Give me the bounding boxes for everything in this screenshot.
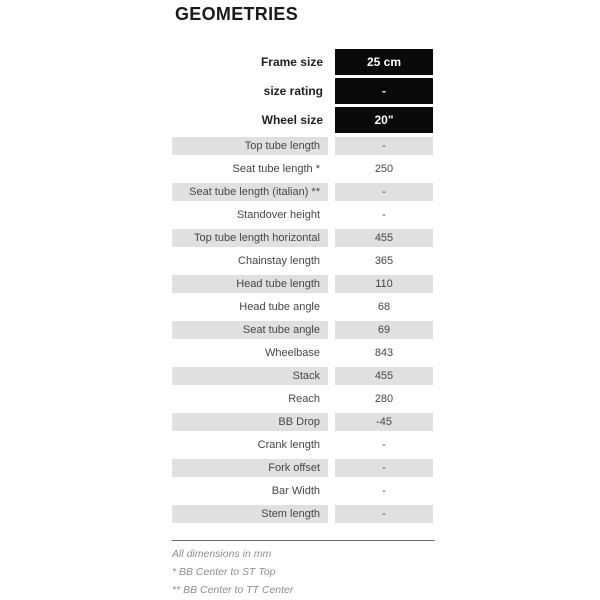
table-row — [172, 413, 435, 431]
header-row-label: size rating — [263, 84, 323, 98]
table-row — [172, 390, 435, 408]
table-row — [172, 252, 435, 270]
row-label: Reach — [288, 393, 320, 405]
table-row — [172, 298, 435, 316]
row-label: Chainstay length — [238, 255, 320, 267]
row-value: 110 — [335, 275, 433, 293]
table-row — [172, 436, 435, 454]
table-row — [172, 459, 435, 477]
header-row — [172, 49, 435, 75]
row-value: - — [382, 209, 386, 221]
row-value: 365 — [374, 255, 394, 267]
table-row — [172, 206, 435, 224]
header-row — [172, 107, 435, 133]
header-row-value: 20" — [335, 107, 433, 133]
row-value: 250 — [374, 163, 394, 175]
table-row — [172, 229, 435, 247]
footnotes — [172, 549, 435, 595]
table-row — [172, 321, 435, 339]
header-row-value: 25 cm — [335, 49, 433, 75]
table-row — [172, 505, 435, 523]
geometry-table-section — [172, 3, 435, 600]
row-value: - — [335, 459, 433, 477]
body-rows — [172, 137, 435, 523]
row-label: Seat tube angle — [172, 321, 328, 339]
row-label: Head tube angle — [239, 301, 320, 313]
page-title: GEOMETRIES — [175, 4, 299, 24]
header-rows — [172, 49, 435, 133]
table-row — [172, 160, 435, 178]
row-label: Head tube length — [172, 275, 328, 293]
table-row — [172, 482, 435, 500]
row-value: - — [335, 137, 433, 155]
header-row-label: Wheel size — [261, 113, 323, 127]
row-value: - — [335, 505, 433, 523]
row-value: - — [382, 439, 386, 451]
header-row-value: - — [335, 78, 433, 104]
table-row — [172, 344, 435, 362]
row-value: 843 — [374, 347, 394, 359]
row-label: Bar Width — [271, 485, 320, 497]
table-row — [172, 183, 435, 201]
row-label: Crank length — [257, 439, 320, 451]
footnote: All dimensions in mm — [172, 548, 272, 560]
row-value: 68 — [377, 301, 391, 313]
row-label: Top tube length horizontal — [172, 229, 328, 247]
row-label: Stem length — [172, 505, 328, 523]
row-label: Stack — [172, 367, 328, 385]
row-value: 455 — [335, 229, 433, 247]
table-row — [172, 367, 435, 385]
row-value: 280 — [374, 393, 394, 405]
row-value: 69 — [335, 321, 433, 339]
row-label: Seat tube length (italian) ** — [172, 183, 328, 201]
footnote: * BB Center to ST Top — [172, 566, 276, 578]
footnotes-section — [172, 540, 435, 595]
table-row — [172, 275, 435, 293]
header-row-label: Frame size — [260, 55, 323, 69]
header-row — [172, 78, 435, 104]
divider-line — [172, 540, 435, 541]
row-value: -45 — [335, 413, 433, 431]
row-label: Fork offset — [172, 459, 328, 477]
row-label: Seat tube length * — [232, 163, 320, 175]
footnote: ** BB Center to TT Center — [172, 584, 294, 596]
row-label: BB Drop — [172, 413, 328, 431]
table-row — [172, 137, 435, 155]
row-label: Wheelbase — [264, 347, 320, 359]
row-label: Top tube length — [172, 137, 328, 155]
row-value: - — [382, 485, 386, 497]
row-label: Standover height — [236, 209, 320, 221]
row-value: - — [335, 183, 433, 201]
row-value: 455 — [335, 367, 433, 385]
